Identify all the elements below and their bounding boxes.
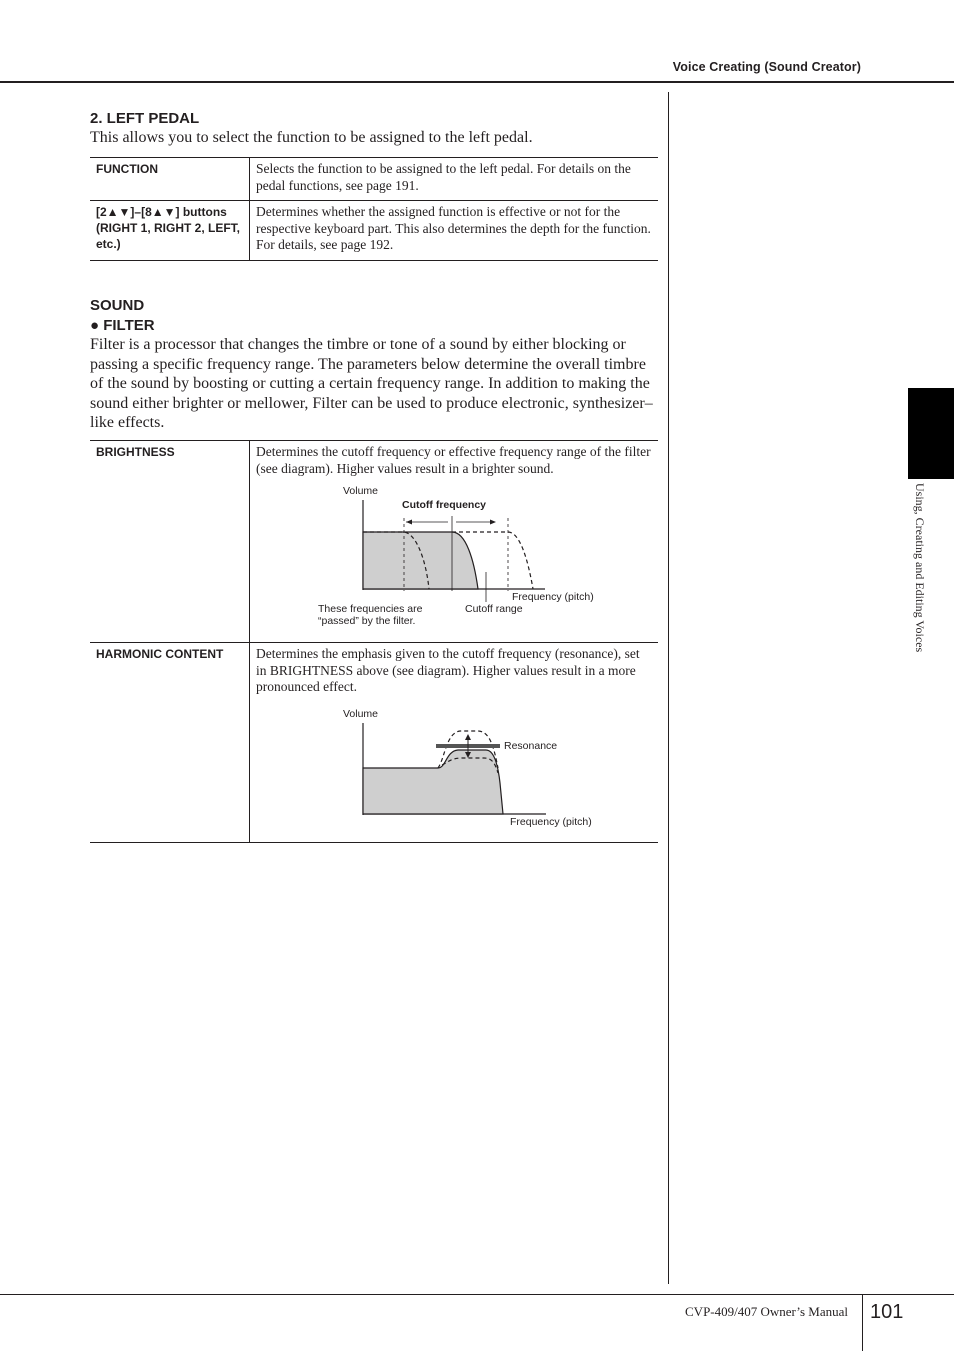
param-brightness: BRIGHTNESS (90, 441, 250, 643)
left-pedal-heading: 2. LEFT PEDAL (90, 110, 200, 127)
manual-title: CVP-409/407 Owner’s Manual (685, 1304, 848, 1319)
sound-heading: SOUND (90, 297, 145, 314)
cutoff-frequency-label: Cutoff frequency (402, 499, 486, 511)
left-pedal-table (90, 157, 658, 261)
param-harmonic-content: HARMONIC CONTENT (90, 643, 250, 843)
left-pedal-intro: This allows you to select the function to be assigned to the left pedal. (90, 129, 533, 146)
passband-area (363, 532, 478, 589)
brightness-diagram (300, 480, 620, 630)
passed-label-1: These frequencies are (318, 603, 423, 615)
page-number: 101 (870, 1301, 904, 1323)
column-divider (668, 92, 669, 1284)
footer-divider (862, 1295, 863, 1351)
param-part-buttons-desc: Determines whether the assigned function is effective or not for the respective keyboard part. This also determines the depth for the function. For details, see page 192. (256, 204, 651, 252)
response-area (363, 750, 503, 814)
table-row (90, 201, 658, 261)
resonance-label: Resonance (504, 740, 558, 752)
frequency-label: Frequency (pitch) (512, 591, 594, 603)
chapter-tab-label: Using, Creating and Editing Voices (913, 483, 927, 653)
header-rule (0, 81, 954, 83)
frequency-label: Frequency (pitch) (510, 816, 592, 828)
param-harmonic-content-desc: Determines the emphasis given to the cutoff frequency (resonance), set in BRIGHTNESS above (see diagram). Higher values result in a more pronounced effect. (256, 646, 640, 694)
volume-label: Volume (343, 485, 379, 497)
chapter-tab (908, 388, 954, 479)
arrowhead-up (465, 734, 471, 740)
filter-subheading: ● FILTER (90, 317, 155, 334)
arrowhead-right (490, 520, 496, 525)
cutoff-range-label: Cutoff range (465, 603, 523, 615)
passed-label-2: “passed” by the filter. (318, 615, 416, 627)
harmonic-diagram (300, 703, 620, 833)
running-header: Voice Creating (Sound Creator) (672, 60, 861, 74)
param-brightness-desc: Determines the cutoff frequency or effective frequency range of the filter (see diagram). Higher values result in a brighter sound. (256, 444, 651, 476)
filter-intro: Filter is a processor that changes the timbre or tone of a sound by either blocking or passing a specific frequency range. The parameters below determine the overall timbre of the sound by boosting or cutting a certain frequency range. In addition to making the sound either brighter or mellower, Filter can be used to produce electronic, synthesizer–like effects. (90, 336, 653, 431)
param-function-desc: Selects the function to be assigned to the left pedal. For details on the pedal functions, see page 191. (256, 161, 631, 193)
footer-rule (0, 1294, 954, 1295)
param-function: FUNCTION (90, 158, 250, 201)
table-row (90, 158, 658, 201)
volume-label: Volume (343, 708, 379, 720)
param-part-buttons: [2▲▼]–[8▲▼] buttons (RIGHT 1, RIGHT 2, LEFT, etc.) (90, 201, 250, 261)
arrowhead-left (406, 520, 412, 525)
